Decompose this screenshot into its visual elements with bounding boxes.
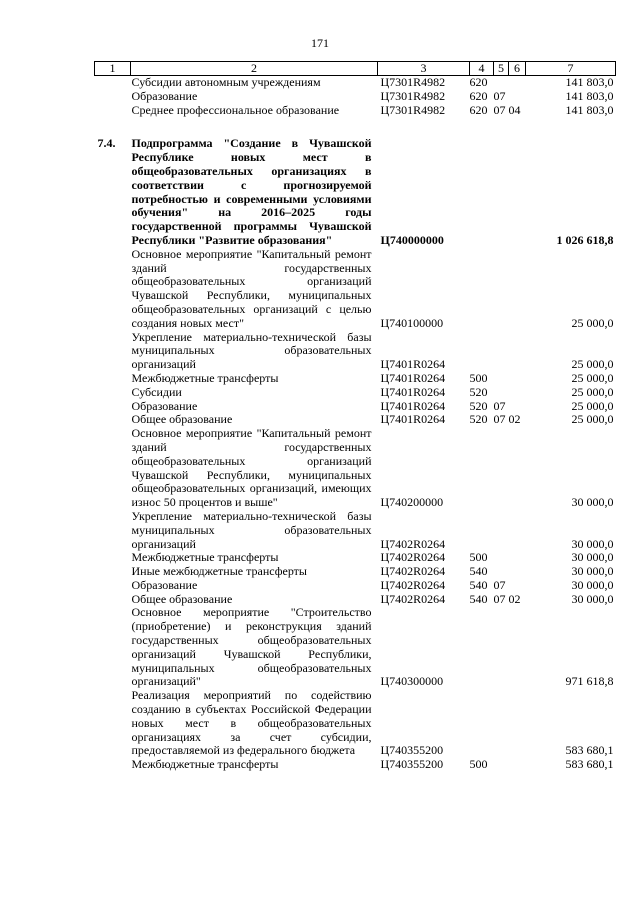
table-row: [95, 606, 616, 689]
subsection: [509, 90, 526, 104]
item-name: Основное мероприятие "Капитальный ремонт зданий государственных общеобразовательных организаций Чувашской Республики, муниципальных общеобразовательных организаций с целью создания новых мест": [131, 246, 372, 330]
item-name: Основное мероприятие "Капитальный ремонт зданий государственных общеобразовательных организаций Чувашской Республики, муниципальных общеобразовательных организаций, имеющих износ 50 процентов и выше": [131, 426, 372, 510]
expense-type: [470, 331, 494, 372]
item-name: Субсидии: [131, 384, 182, 399]
target-code: Ц7402R0264: [380, 591, 446, 606]
item-name: Укрепление материально-технической базы муниципальных образовательных организаций: [131, 508, 372, 551]
row-number: [95, 758, 131, 772]
subsection: 02: [508, 412, 521, 427]
table-row: [95, 104, 616, 118]
section: [494, 76, 509, 90]
target-code: Ц7401R0264: [380, 398, 446, 413]
subsection: [509, 76, 526, 90]
section: 07: [493, 88, 506, 103]
item-name: Иные межбюджетные трансферты: [131, 564, 307, 579]
item-name: Реализация мероприятий по содействию созданию в субъектах Российской Федерации новых мест в общеобразовательных организациях за счет субсидии, предоставляемой из федерального бюджета: [131, 688, 372, 758]
target-code: Ц7301R4982: [380, 102, 446, 117]
row-number: [95, 565, 131, 579]
row-number: [95, 248, 131, 331]
row-number: [95, 104, 131, 118]
item-name: Подпрограмма "Создание в Чувашской Республике новых мест в общеобразовательных организациях в соответствии с прогнозируемой потребностью и современными условиями обучения" на 2016–2025 годы государственной программы Чувашской Республики "Развитие образования": [131, 136, 372, 247]
expense-type: [470, 427, 494, 510]
section: [494, 510, 509, 551]
spacer-row: [95, 117, 616, 137]
amount: 141 803,0: [565, 88, 614, 103]
row-number: [95, 90, 131, 104]
table-header-row: [95, 62, 616, 76]
row-number: [95, 386, 131, 400]
table-row: [95, 758, 616, 772]
subsection: [509, 248, 526, 331]
target-code: Ц7401R0264: [380, 370, 446, 385]
amount: 971 618,8: [565, 674, 614, 689]
header-cell: 6: [509, 62, 526, 76]
expense-type: 520: [469, 398, 488, 413]
table-row: [95, 386, 616, 400]
expense-type: [470, 606, 494, 689]
row-number: [95, 579, 131, 593]
target-code: Ц740300000: [380, 674, 444, 689]
target-code: Ц7401R0264: [380, 357, 446, 372]
expense-type: 500: [469, 757, 488, 772]
expense-type: 540: [469, 564, 488, 579]
item-name: Общее образование: [131, 412, 233, 427]
amount: 25 000,0: [571, 384, 614, 399]
expense-type: 620: [469, 88, 488, 103]
target-code: Ц740355200: [380, 743, 444, 758]
item-name: Межбюджетные трансферты: [131, 550, 279, 565]
section: [494, 331, 509, 372]
subsection: [509, 400, 526, 414]
amount: 583 680,1: [565, 743, 614, 758]
expense-type: [470, 248, 494, 331]
item-name: Среднее профессиональное образование: [131, 102, 340, 117]
row-number: [95, 372, 131, 386]
row-number: [95, 427, 131, 510]
amount: 1 026 618,8: [556, 232, 614, 247]
expense-type: [470, 137, 494, 247]
budget-table: [94, 61, 616, 772]
row-number: [95, 400, 131, 414]
table-row: [95, 400, 616, 414]
row-number: [95, 593, 131, 607]
target-code: Ц740355200: [380, 757, 444, 772]
table-row: [95, 137, 616, 247]
amount: 141 803,0: [565, 102, 614, 117]
item-name: Субсидии автономным учреждениям: [131, 75, 321, 89]
subsection: 04: [508, 102, 521, 117]
expense-type: 620: [469, 75, 488, 89]
section: [494, 689, 509, 758]
target-code: Ц7402R0264: [380, 564, 446, 579]
table-row: [95, 510, 616, 551]
amount: 25 000,0: [571, 398, 614, 413]
table-row: [95, 331, 616, 372]
amount: 30 000,0: [571, 591, 614, 606]
item-name: Межбюджетные трансферты: [131, 370, 279, 385]
target-code: Ц7301R4982: [380, 88, 446, 103]
header-cell: 2: [131, 62, 378, 76]
row-number: [95, 331, 131, 372]
target-code: Ц7301R4982: [380, 75, 446, 89]
header-cell: 1: [95, 62, 131, 76]
subsection: [509, 372, 526, 386]
table-row: [95, 689, 616, 758]
header-cell: 7: [526, 62, 616, 76]
expense-type: 500: [469, 550, 488, 565]
amount: 30 000,0: [571, 495, 614, 510]
table-row: [95, 551, 616, 565]
target-code: Ц7402R0264: [380, 536, 446, 551]
row-number: [95, 689, 131, 758]
amount: 30 000,0: [571, 577, 614, 592]
header-cell: 4: [470, 62, 494, 76]
header-cell: 5: [494, 62, 509, 76]
amount: 25 000,0: [571, 315, 614, 330]
table-row: [95, 565, 616, 579]
expense-type: [470, 510, 494, 551]
target-code: Ц7402R0264: [380, 550, 446, 565]
section: [494, 606, 509, 689]
row-number: [95, 606, 131, 689]
amount: 30 000,0: [571, 536, 614, 551]
section: 07: [493, 577, 506, 592]
item-name: Образование: [131, 398, 198, 413]
subsection: [509, 331, 526, 372]
header-cell: 3: [378, 62, 470, 76]
subsection: [509, 137, 526, 247]
expense-type: 540: [469, 577, 488, 592]
section: [494, 386, 509, 400]
section: [494, 372, 509, 386]
subsection: [509, 579, 526, 593]
amount: 30 000,0: [571, 550, 614, 565]
amount: 30 000,0: [571, 564, 614, 579]
row-number: [95, 551, 131, 565]
table-row: [95, 579, 616, 593]
item-name: Образование: [131, 88, 198, 103]
section: 07: [493, 591, 506, 606]
item-name: Общее образование: [131, 591, 233, 606]
expense-type: [470, 689, 494, 758]
subsection: [509, 689, 526, 758]
amount: 25 000,0: [571, 357, 614, 372]
row-number: [95, 510, 131, 551]
expense-type: 520: [469, 384, 488, 399]
row-number: [95, 413, 131, 427]
target-code: Ц7402R0264: [380, 577, 446, 592]
expense-type: 500: [469, 370, 488, 385]
section: 07: [493, 102, 506, 117]
table-row: [95, 248, 616, 331]
subsection: [509, 551, 526, 565]
expense-type: 620: [469, 102, 488, 117]
item-name: Укрепление материально-технической базы муниципальных образовательных организаций: [131, 329, 372, 372]
amount: 141 803,0: [565, 75, 614, 89]
section: [494, 248, 509, 331]
subsection: [509, 510, 526, 551]
table-row: [95, 427, 616, 510]
section: [494, 551, 509, 565]
section: [494, 137, 509, 247]
amount: 583 680,1: [565, 757, 614, 772]
table-row: [95, 413, 616, 427]
subsection: [509, 427, 526, 510]
subsection: [509, 758, 526, 772]
target-code: Ц7401R0264: [380, 384, 446, 399]
subsection: [509, 565, 526, 579]
target-code: Ц7401R0264: [380, 412, 446, 427]
expense-type: 520: [469, 412, 488, 427]
target-code: Ц740100000: [380, 315, 444, 330]
section: [494, 565, 509, 579]
item-name: Межбюджетные трансферты: [131, 757, 279, 772]
table-row: [95, 593, 616, 607]
amount: 25 000,0: [571, 370, 614, 385]
section: 07: [493, 412, 506, 427]
page-number: 171: [311, 36, 329, 50]
section: 07: [493, 398, 506, 413]
subsection: [509, 606, 526, 689]
target-code: Ц740200000: [380, 495, 444, 510]
section: [494, 758, 509, 772]
item-name: Образование: [131, 577, 198, 592]
table-row: [95, 90, 616, 104]
item-name: Основное мероприятие "Строительство (приобретение) и реконструкция зданий государственных общеобразовательных организаций Чувашской Республики, муниципальных общеобразовательных организаций": [131, 605, 372, 689]
expense-type: 540: [469, 591, 488, 606]
amount: 25 000,0: [571, 412, 614, 427]
section: [494, 427, 509, 510]
table-row: [95, 372, 616, 386]
subsection: 02: [508, 591, 521, 606]
target-code: Ц740000000: [380, 232, 444, 247]
row-number: 7.4.: [97, 136, 116, 151]
row-number: [95, 76, 131, 90]
table-row: [95, 76, 616, 90]
subsection: [509, 386, 526, 400]
